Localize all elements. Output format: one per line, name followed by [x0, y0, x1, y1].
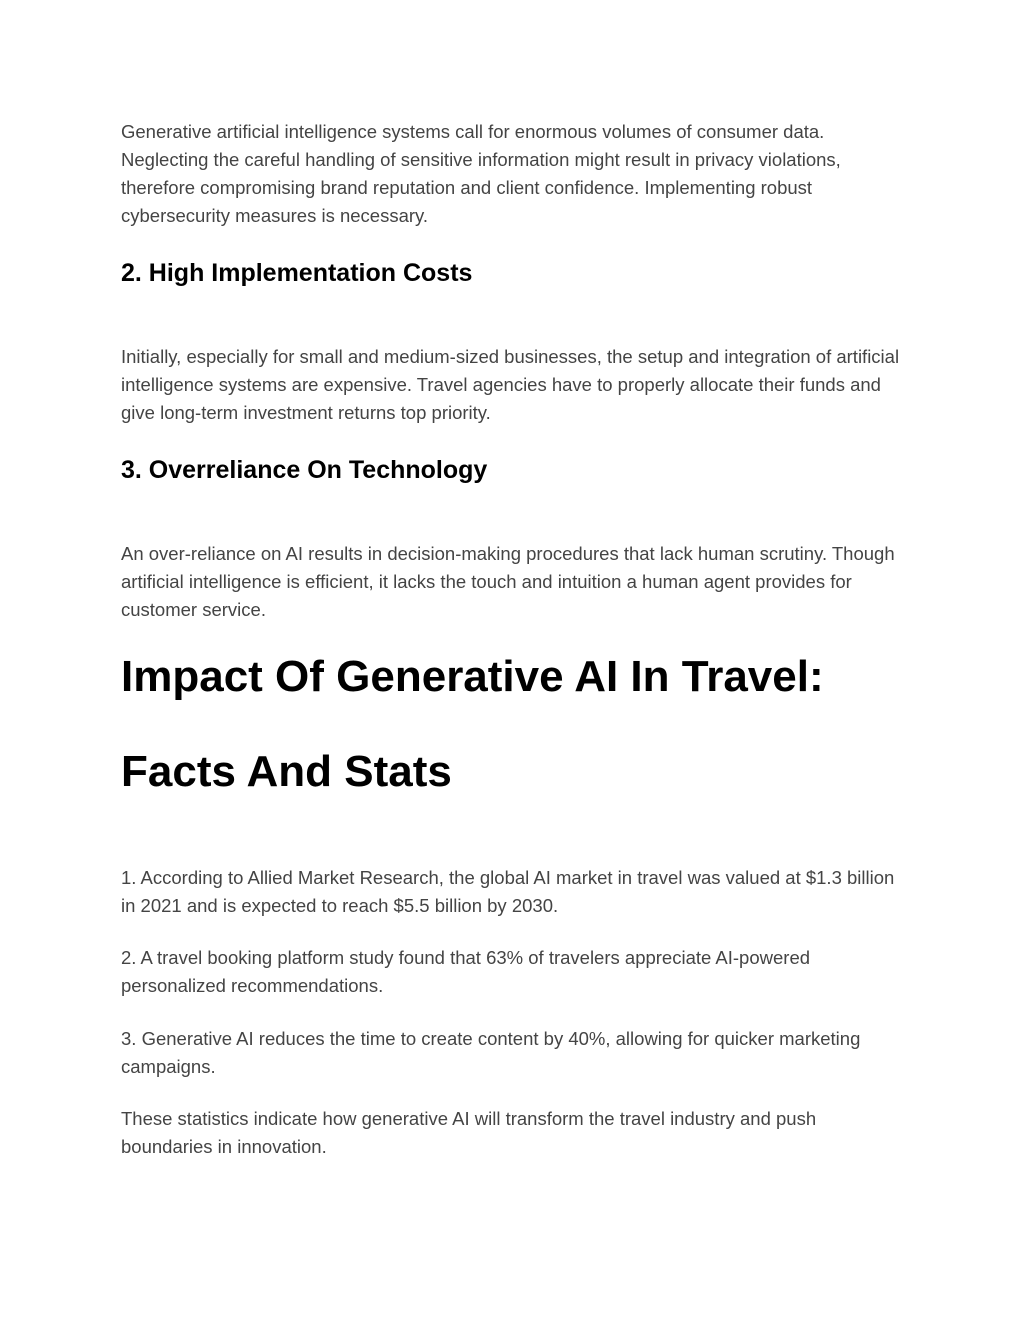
main-heading-line-1: Impact Of Generative AI In Travel:	[121, 652, 824, 701]
section-heading-implementation-costs: 2. High Implementation Costs	[121, 259, 473, 287]
section-body-overreliance: An over-reliance on AI results in decision-making procedures that lack human scrutiny. Though artificial intelligence is efficient, it lacks the touch and intuition a human agent provides for customer service.	[121, 543, 895, 620]
section-heading-overreliance: 3. Overreliance On Technology	[121, 456, 488, 484]
section-body-implementation-costs: Initially, especially for small and medium-sized businesses, the setup and integration of artificial intelligence systems are expensive. Travel agencies have to properly allocate their funds and give long-term investment returns top priority.	[121, 346, 900, 423]
main-heading-line-2: Facts And Stats	[121, 747, 452, 796]
stat-item-recommendations: 2. A travel booking platform study found that 63% of travelers appreciate AI-powered personalized recommendations.	[121, 947, 811, 996]
stat-item-content-time: 3. Generative AI reduces the time to create content by 40%, allowing for quicker marketing campaigns.	[121, 1028, 861, 1077]
conclusion-paragraph: These statistics indicate how generative AI will transform the travel industry and push boundaries in innovation.	[121, 1108, 817, 1157]
intro-paragraph: Generative artificial intelligence systems call for enormous volumes of consumer data. Neglecting the careful handling of sensitive information might result in privacy violations, therefore compromising brand reputation and client confidence. Implementing robust cybersecurity measures is necessary.	[121, 121, 841, 226]
stat-item-market-value: 1. According to Allied Market Research, the global AI market in travel was valued at $1.3 billion in 2021 and is expected to reach $5.5 billion by 2030.	[121, 867, 895, 916]
